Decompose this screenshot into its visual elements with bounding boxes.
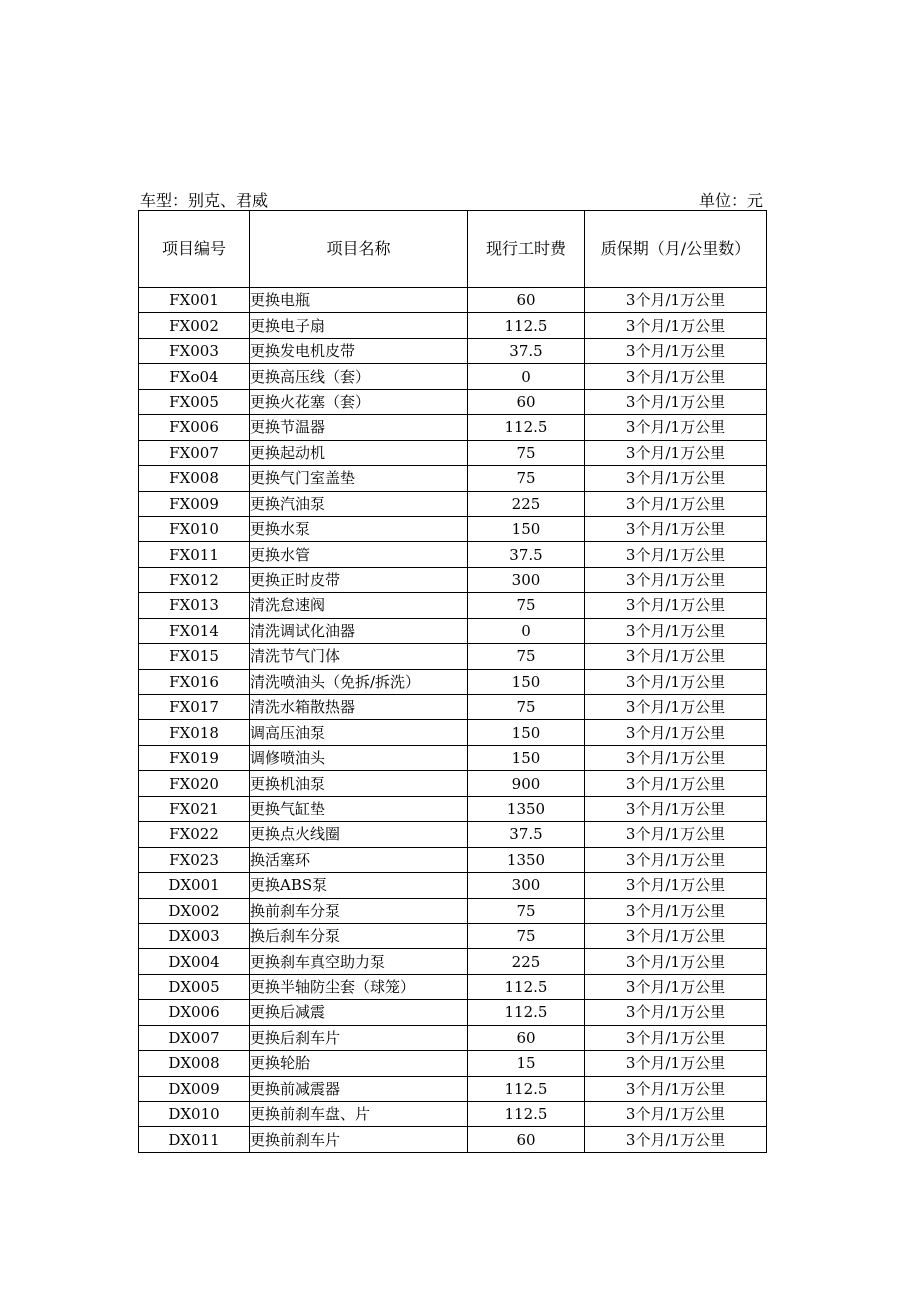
cell-name: 清洗节气门体 bbox=[250, 644, 468, 669]
cell-fee: 1350 bbox=[468, 847, 585, 872]
column-header-warranty: 质保期（月/公里数） bbox=[585, 211, 767, 288]
table-row bbox=[139, 542, 767, 567]
cell-fee: 112.5 bbox=[468, 313, 585, 338]
vehicle-model-label: 车型：别克、君威 bbox=[140, 191, 269, 210]
cell-fee: 37.5 bbox=[468, 822, 585, 847]
cell-code: FX016 bbox=[139, 669, 250, 694]
cell-fee: 75 bbox=[468, 923, 585, 948]
cell-fee: 112.5 bbox=[468, 415, 585, 440]
cell-code: FX002 bbox=[139, 313, 250, 338]
cell-name: 更换高压线（套） bbox=[250, 364, 468, 389]
table-row bbox=[139, 1025, 767, 1050]
table-row bbox=[139, 720, 767, 745]
table-body bbox=[139, 288, 767, 1153]
cell-code: FX011 bbox=[139, 542, 250, 567]
cell-code: FX019 bbox=[139, 745, 250, 770]
cell-warranty: 3个月/1万公里 bbox=[585, 415, 767, 440]
cell-fee: 60 bbox=[468, 1025, 585, 1050]
cell-fee: 300 bbox=[468, 873, 585, 898]
table-row bbox=[139, 669, 767, 694]
cell-name: 换前刹车分泵 bbox=[250, 898, 468, 923]
cell-fee: 112.5 bbox=[468, 1000, 585, 1025]
cell-warranty: 3个月/1万公里 bbox=[585, 1127, 767, 1152]
cell-name: 更换刹车真空助力泵 bbox=[250, 949, 468, 974]
cell-name: 更换汽油泵 bbox=[250, 491, 468, 516]
cell-warranty: 3个月/1万公里 bbox=[585, 873, 767, 898]
table-row bbox=[139, 822, 767, 847]
table-row bbox=[139, 873, 767, 898]
cell-code: FX013 bbox=[139, 593, 250, 618]
cell-fee: 150 bbox=[468, 669, 585, 694]
table-row bbox=[139, 389, 767, 414]
cell-warranty: 3个月/1万公里 bbox=[585, 440, 767, 465]
cell-warranty: 3个月/1万公里 bbox=[585, 796, 767, 821]
cell-warranty: 3个月/1万公里 bbox=[585, 695, 767, 720]
cell-code: FX005 bbox=[139, 389, 250, 414]
cell-code: DX001 bbox=[139, 873, 250, 898]
cell-name: 调修喷油头 bbox=[250, 745, 468, 770]
cell-warranty: 3个月/1万公里 bbox=[585, 847, 767, 872]
cell-name: 更换点火线圈 bbox=[250, 822, 468, 847]
table-row bbox=[139, 745, 767, 770]
cell-warranty: 3个月/1万公里 bbox=[585, 389, 767, 414]
cell-name: 更换轮胎 bbox=[250, 1051, 468, 1076]
cell-name: 更换前减震器 bbox=[250, 1076, 468, 1101]
cell-name: 换后刹车分泵 bbox=[250, 923, 468, 948]
cell-fee: 112.5 bbox=[468, 974, 585, 999]
cell-code: DX007 bbox=[139, 1025, 250, 1050]
cell-code: FX012 bbox=[139, 567, 250, 592]
cell-warranty: 3个月/1万公里 bbox=[585, 644, 767, 669]
cell-code: FX022 bbox=[139, 822, 250, 847]
cell-name: 更换前刹车片 bbox=[250, 1127, 468, 1152]
cell-fee: 37.5 bbox=[468, 338, 585, 363]
cell-code: DX003 bbox=[139, 923, 250, 948]
cell-fee: 60 bbox=[468, 288, 585, 313]
table-row bbox=[139, 923, 767, 948]
table-row bbox=[139, 618, 767, 643]
cell-fee: 37.5 bbox=[468, 542, 585, 567]
cell-warranty: 3个月/1万公里 bbox=[585, 771, 767, 796]
cell-warranty: 3个月/1万公里 bbox=[585, 949, 767, 974]
cell-name: 更换气门室盖垫 bbox=[250, 466, 468, 491]
table-header-row bbox=[139, 211, 767, 288]
cell-code: DX010 bbox=[139, 1102, 250, 1127]
table-row bbox=[139, 974, 767, 999]
cell-warranty: 3个月/1万公里 bbox=[585, 288, 767, 313]
cell-warranty: 3个月/1万公里 bbox=[585, 466, 767, 491]
cell-fee: 900 bbox=[468, 771, 585, 796]
cell-warranty: 3个月/1万公里 bbox=[585, 542, 767, 567]
cell-fee: 1350 bbox=[468, 796, 585, 821]
cell-warranty: 3个月/1万公里 bbox=[585, 1102, 767, 1127]
cell-warranty: 3个月/1万公里 bbox=[585, 822, 767, 847]
cell-code: FX001 bbox=[139, 288, 250, 313]
cell-code: FX006 bbox=[139, 415, 250, 440]
cell-name: 更换后减震 bbox=[250, 1000, 468, 1025]
cell-warranty: 3个月/1万公里 bbox=[585, 720, 767, 745]
cell-fee: 0 bbox=[468, 618, 585, 643]
table-row bbox=[139, 593, 767, 618]
cell-warranty: 3个月/1万公里 bbox=[585, 974, 767, 999]
table-row bbox=[139, 1000, 767, 1025]
cell-code: DX006 bbox=[139, 1000, 250, 1025]
cell-fee: 150 bbox=[468, 720, 585, 745]
table-row bbox=[139, 796, 767, 821]
table-row bbox=[139, 771, 767, 796]
table-row bbox=[139, 440, 767, 465]
cell-name: 更换火花塞（套） bbox=[250, 389, 468, 414]
cell-fee: 60 bbox=[468, 1127, 585, 1152]
cell-warranty: 3个月/1万公里 bbox=[585, 745, 767, 770]
column-header-fee: 现行工时费 bbox=[468, 211, 585, 288]
cell-fee: 75 bbox=[468, 898, 585, 923]
cell-name: 更换电子扇 bbox=[250, 313, 468, 338]
cell-fee: 225 bbox=[468, 949, 585, 974]
document-header bbox=[138, 188, 765, 210]
cell-fee: 75 bbox=[468, 466, 585, 491]
table-row bbox=[139, 949, 767, 974]
cell-warranty: 3个月/1万公里 bbox=[585, 491, 767, 516]
cell-fee: 112.5 bbox=[468, 1102, 585, 1127]
cell-fee: 150 bbox=[468, 516, 585, 541]
table-row bbox=[139, 516, 767, 541]
cell-name: 清洗调试化油器 bbox=[250, 618, 468, 643]
cell-name: 更换水管 bbox=[250, 542, 468, 567]
table-row bbox=[139, 1076, 767, 1101]
cell-code: FX021 bbox=[139, 796, 250, 821]
table-row bbox=[139, 466, 767, 491]
cell-code: FX018 bbox=[139, 720, 250, 745]
cell-code: DX004 bbox=[139, 949, 250, 974]
cell-name: 更换节温器 bbox=[250, 415, 468, 440]
cell-code: FX015 bbox=[139, 644, 250, 669]
table-row bbox=[139, 415, 767, 440]
cell-code: DX009 bbox=[139, 1076, 250, 1101]
cell-fee: 0 bbox=[468, 364, 585, 389]
cell-code: FX017 bbox=[139, 695, 250, 720]
cell-name: 清洗怠速阀 bbox=[250, 593, 468, 618]
cell-code: DX008 bbox=[139, 1051, 250, 1076]
table-row bbox=[139, 288, 767, 313]
cell-code: FX009 bbox=[139, 491, 250, 516]
table-row bbox=[139, 898, 767, 923]
cell-warranty: 3个月/1万公里 bbox=[585, 1025, 767, 1050]
cell-code: FX014 bbox=[139, 618, 250, 643]
cell-code: FX020 bbox=[139, 771, 250, 796]
table-row bbox=[139, 847, 767, 872]
cell-code: DX005 bbox=[139, 974, 250, 999]
cell-name: 更换机油泵 bbox=[250, 771, 468, 796]
cell-name: 换活塞环 bbox=[250, 847, 468, 872]
cell-warranty: 3个月/1万公里 bbox=[585, 898, 767, 923]
column-header-name: 项目名称 bbox=[250, 211, 468, 288]
cell-name: 清洗水箱散热器 bbox=[250, 695, 468, 720]
cell-fee: 60 bbox=[468, 389, 585, 414]
cell-fee: 150 bbox=[468, 745, 585, 770]
table-row bbox=[139, 364, 767, 389]
cell-warranty: 3个月/1万公里 bbox=[585, 516, 767, 541]
cell-code: DX011 bbox=[139, 1127, 250, 1152]
cell-name: 更换后刹车片 bbox=[250, 1025, 468, 1050]
table-row bbox=[139, 695, 767, 720]
labor-fee-table bbox=[138, 210, 767, 1153]
cell-code: FX010 bbox=[139, 516, 250, 541]
cell-name: 更换发电机皮带 bbox=[250, 338, 468, 363]
cell-warranty: 3个月/1万公里 bbox=[585, 923, 767, 948]
cell-name: 调高压油泵 bbox=[250, 720, 468, 745]
table-row bbox=[139, 567, 767, 592]
cell-code: FX007 bbox=[139, 440, 250, 465]
cell-name: 更换气缸垫 bbox=[250, 796, 468, 821]
table-row bbox=[139, 491, 767, 516]
table-row bbox=[139, 313, 767, 338]
cell-fee: 300 bbox=[468, 567, 585, 592]
cell-name: 更换水泵 bbox=[250, 516, 468, 541]
cell-warranty: 3个月/1万公里 bbox=[585, 313, 767, 338]
cell-code: FX003 bbox=[139, 338, 250, 363]
cell-fee: 112.5 bbox=[468, 1076, 585, 1101]
cell-name: 更换电瓶 bbox=[250, 288, 468, 313]
cell-name: 更换起动机 bbox=[250, 440, 468, 465]
cell-name: 更换前刹车盘、片 bbox=[250, 1102, 468, 1127]
cell-warranty: 3个月/1万公里 bbox=[585, 1076, 767, 1101]
table-row bbox=[139, 1051, 767, 1076]
cell-code: DX002 bbox=[139, 898, 250, 923]
column-header-code: 项目编号 bbox=[139, 211, 250, 288]
cell-warranty: 3个月/1万公里 bbox=[585, 338, 767, 363]
cell-warranty: 3个月/1万公里 bbox=[585, 1000, 767, 1025]
table-row bbox=[139, 644, 767, 669]
cell-fee: 75 bbox=[468, 440, 585, 465]
cell-warranty: 3个月/1万公里 bbox=[585, 593, 767, 618]
cell-warranty: 3个月/1万公里 bbox=[585, 618, 767, 643]
cell-warranty: 3个月/1万公里 bbox=[585, 669, 767, 694]
table-row bbox=[139, 338, 767, 363]
cell-fee: 75 bbox=[468, 695, 585, 720]
cell-fee: 75 bbox=[468, 644, 585, 669]
cell-warranty: 3个月/1万公里 bbox=[585, 567, 767, 592]
cell-code: FX008 bbox=[139, 466, 250, 491]
table-row bbox=[139, 1127, 767, 1152]
cell-name: 更换正时皮带 bbox=[250, 567, 468, 592]
cell-warranty: 3个月/1万公里 bbox=[585, 364, 767, 389]
cell-code: FXo04 bbox=[139, 364, 250, 389]
cell-name: 清洗喷油头（免拆/拆洗） bbox=[250, 669, 468, 694]
cell-fee: 225 bbox=[468, 491, 585, 516]
cell-name: 更换ABS泵 bbox=[250, 873, 468, 898]
cell-name: 更换半轴防尘套（球笼） bbox=[250, 974, 468, 999]
table-row bbox=[139, 1102, 767, 1127]
cell-warranty: 3个月/1万公里 bbox=[585, 1051, 767, 1076]
cell-fee: 15 bbox=[468, 1051, 585, 1076]
currency-unit-label: 单位：元 bbox=[698, 191, 763, 210]
cell-fee: 75 bbox=[468, 593, 585, 618]
cell-code: FX023 bbox=[139, 847, 250, 872]
